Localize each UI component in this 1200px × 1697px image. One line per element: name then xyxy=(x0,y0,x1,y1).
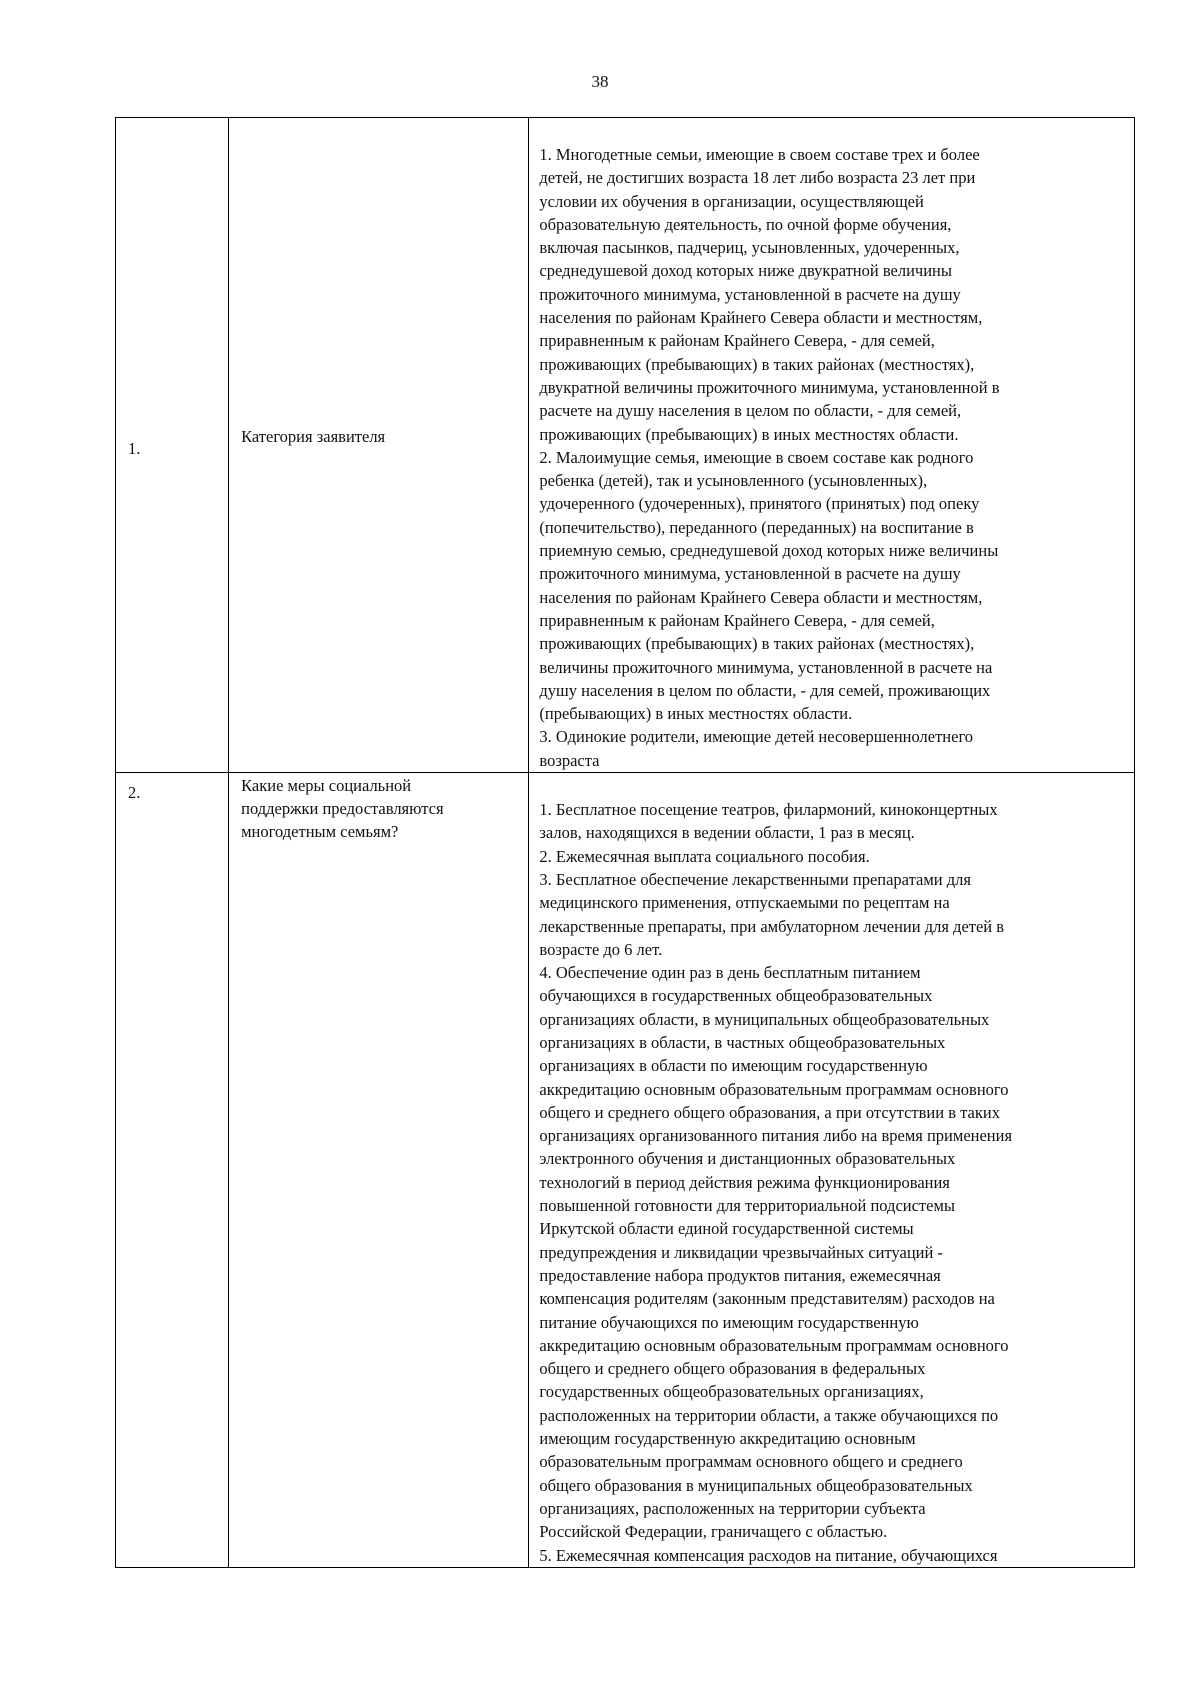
row-number-cell xyxy=(116,773,229,1568)
text-line: общего и среднего общего образования, а при отсутствии в таких xyxy=(539,1102,1000,1122)
row-title xyxy=(229,773,528,843)
text-line: общего и среднего общего образования в федеральных xyxy=(539,1359,926,1379)
text-line: детей, не достигших возраста 18 лет либо возраста 23 лет при xyxy=(539,168,976,188)
text-line: аккредитацию основным образовательным программам основного xyxy=(539,1079,1009,1099)
text-line: проживающих (пребывающих) в таких районах (местностях), xyxy=(539,634,975,654)
text-line: 3. Бесплатное обеспечение лекарственными препаратами для xyxy=(539,869,971,889)
text-line: предупреждения и ликвидации чрезвычайных ситуаций - xyxy=(539,1242,943,1262)
text-line: образовательным программам основного общего и среднего xyxy=(539,1452,963,1472)
text-line: душу населения в целом по области, - для семей, проживающих xyxy=(539,680,991,700)
table-row xyxy=(116,773,1135,1568)
row-title xyxy=(229,118,528,448)
text-line: организациях области, в муниципальных общеобразовательных xyxy=(539,1009,990,1029)
text-line: 3. Одинокие родители, имеющие детей несовершеннолетнего xyxy=(539,727,974,747)
text-line: 1. Многодетные семьи, имеющие в своем составе трех и более xyxy=(539,145,980,164)
info-table xyxy=(115,117,1135,1568)
text-line: 1. Бесплатное посещение театров, филармоний, киноконцертных xyxy=(539,800,998,820)
text-line: расположенных на территории области, а также обучающихся по xyxy=(539,1405,999,1425)
row-text-cell xyxy=(529,773,1135,1568)
text-line: 2. Ежемесячная выплата социального пособия. xyxy=(539,846,870,866)
text-line: 5. Ежемесячная компенсация расходов на питание, обучающихся xyxy=(539,1545,998,1565)
text-line: населения по районам Крайнего Севера области и местностям, xyxy=(539,308,983,328)
text-line: Иркутской области единой государственной системы xyxy=(539,1219,914,1239)
text-line: организациях в области по имеющим государственную xyxy=(539,1056,928,1076)
text-line: компенсация родителям (законным представителям) расходов на xyxy=(539,1289,995,1309)
text-line: 4. Обеспечение один раз в день бесплатным питанием xyxy=(539,963,921,983)
text-line: образовательную деятельность, по очной форме обучения, xyxy=(539,214,952,234)
text-line: прожиточного минимума, установленной в расчете на душу xyxy=(539,564,961,584)
text-line: условии их обучения в организации, осуществляющей xyxy=(539,191,924,211)
text-line: питание обучающихся по имеющим государственную xyxy=(539,1312,919,1332)
text-line: (попечительство), переданного (переданных) на воспитание в xyxy=(539,517,974,537)
text-line: залов, находящихся в ведении области, 1 раз в месяц. xyxy=(539,823,915,843)
text-line: Категория заявителя xyxy=(241,427,386,446)
row-title-cell xyxy=(229,118,529,773)
text-line: электронного обучения и дистанционных образовательных xyxy=(539,1149,956,1169)
table-row xyxy=(116,118,1135,773)
text-line: предоставление набора продуктов питания, ежемесячная xyxy=(539,1265,941,1285)
text-line: удочеренного (удочеренных), принятого (принятых) под опеку xyxy=(539,494,980,514)
text-line: лекарственные препараты, при амбулаторном лечении для детей в xyxy=(539,916,1005,936)
text-line: проживающих (пребывающих) в иных местностях области. xyxy=(539,424,959,444)
text-line: технологий в период действия режима функционирования xyxy=(539,1172,950,1192)
row-number: 2. xyxy=(128,783,141,803)
text-line: многодетным семьям? xyxy=(241,822,399,842)
text-line: приравненным к районам Крайнего Севера, - для семей, xyxy=(539,610,935,630)
row-title-cell xyxy=(229,773,529,1568)
text-line: ребенка (детей), так и усыновленного (усыновленных), xyxy=(539,471,928,491)
text-line: среднедушевой доход которых ниже двукратной величины xyxy=(539,261,952,281)
text-line: населения по районам Крайнего Севера области и местностям, xyxy=(539,587,983,607)
text-line: медицинского применения, отпускаемыми по рецептам на xyxy=(539,893,950,913)
text-line: приравненным к районам Крайнего Севера, - для семей, xyxy=(539,331,935,351)
text-line: 2. Малоимущие семья, имеющие в своем составе как родного xyxy=(539,447,974,467)
text-line: расчете на душу населения в целом по области, - для семей, xyxy=(539,401,962,421)
row-text-cell xyxy=(529,118,1135,773)
row-number-cell xyxy=(116,118,229,773)
text-line: (пребывающих) в иных местностях области. xyxy=(539,704,853,724)
text-line: государственных общеобразовательных организациях, xyxy=(539,1382,924,1402)
text-line: двукратной величины прожиточного минимума, установленной в xyxy=(539,377,1000,397)
row-number: 1. xyxy=(128,439,141,458)
text-line: обучающихся в государственных общеобразовательных xyxy=(539,986,933,1006)
text-line: общего образования в муниципальных общеобразовательных xyxy=(539,1475,973,1495)
text-line: проживающих (пребывающих) в таких районах (местностях), xyxy=(539,354,975,374)
text-line: Российской Федерации, граничащего с областью. xyxy=(539,1522,888,1542)
text-line: имеющим государственную аккредитацию основным xyxy=(539,1429,916,1449)
text-line: приемную семью, среднедушевой доход которых ниже величины xyxy=(539,541,999,561)
row-text xyxy=(529,773,1134,1567)
text-line: поддержки предоставляются xyxy=(241,799,444,819)
text-line: организациях организованного питания либо на время применения xyxy=(539,1126,1013,1146)
text-line: организациях в области, в частных общеобразовательных xyxy=(539,1032,946,1052)
text-line: возрасте до 6 лет. xyxy=(539,939,663,959)
text-line: прожиточного минимума, установленной в расчете на душу xyxy=(539,284,961,304)
page-number: 38 xyxy=(591,72,609,91)
text-line: организациях, расположенных на территории субъекта xyxy=(539,1498,926,1518)
text-line: аккредитацию основным образовательным программам основного xyxy=(539,1335,1009,1355)
text-line: включая пасынков, падчериц, усыновленных, удочеренных, xyxy=(539,238,960,258)
text-line: величины прожиточного минимума, установленной в расчете на xyxy=(539,657,993,677)
text-line: повышенной готовности для территориальной подсистемы xyxy=(539,1196,955,1216)
text-line: возраста xyxy=(539,750,600,770)
row-text xyxy=(529,118,1134,772)
text-line: Какие меры социальной xyxy=(241,776,412,796)
